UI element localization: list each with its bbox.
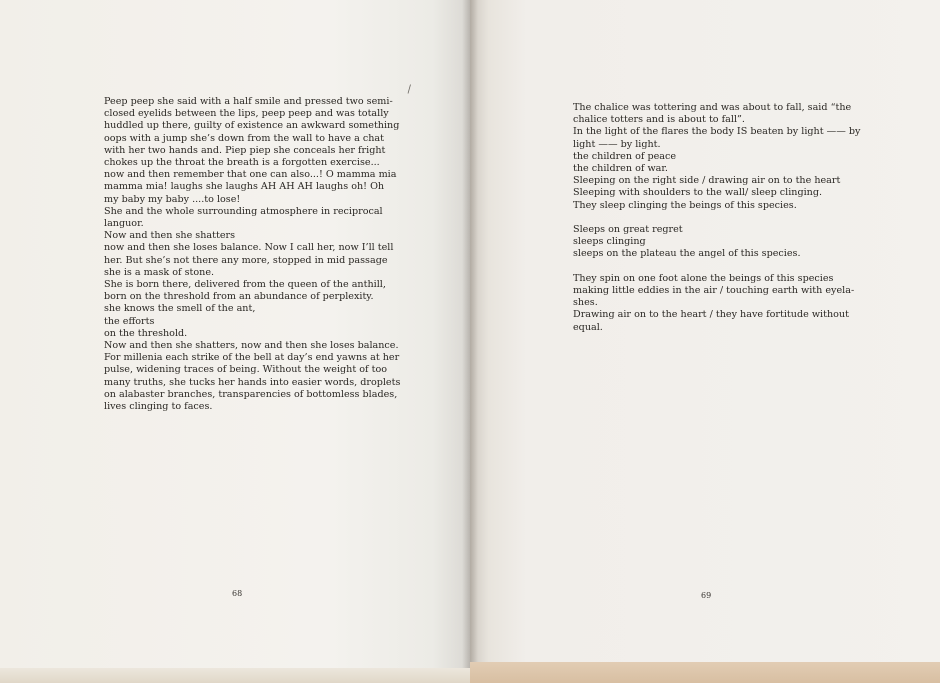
left-page-edge — [0, 668, 470, 683]
text-line: languor. — [104, 218, 144, 230]
text-line: pulse, widening traces of being. Without the weight of too — [104, 364, 388, 376]
text-line: her. But she’s not there any more, stopped in mid passage — [104, 254, 388, 266]
text-line: Sleeps on great regret — [573, 224, 683, 236]
text-line: For millenia each strike of the bell at day’s end yawns at her — [104, 352, 400, 364]
text-line: Now and then she shatters — [104, 230, 236, 242]
text-line: equal. — [573, 321, 603, 333]
text-line: light —— by light. — [573, 138, 661, 150]
text-line: she knows the smell of the ant, — [104, 303, 256, 315]
text-line: the children of war. — [573, 163, 668, 175]
text-line: the children of peace — [573, 150, 677, 162]
book-gutter — [462, 0, 478, 683]
text-line: shes. — [573, 297, 598, 309]
text-line: Sleeping on the right side / drawing air on to the heart — [573, 175, 841, 187]
text-line: They spin on one foot alone the beings of this species — [573, 272, 834, 284]
text-line: on the threshold. — [104, 327, 188, 339]
right-page-edge — [470, 662, 940, 683]
text-line: Sleeping with shoulders to the wall/ sleep clinging. — [573, 187, 823, 199]
text-line: lives clinging to faces. — [104, 401, 213, 413]
text-line: on alabaster branches, transparencies of bottomless blades, — [104, 388, 398, 400]
text-line: chokes up the throat the breath is a forgotten exercise... — [104, 157, 380, 169]
text-line: with her two hands and. Piep piep she conceals her fright — [104, 144, 386, 156]
text-line: many truths, she tucks her hands into easier words, droplets — [104, 376, 401, 388]
text-line: the efforts — [104, 315, 155, 327]
text-line: Now and then she shatters, now and then she loses balance. — [104, 340, 399, 352]
page-number-left: 68 — [232, 589, 243, 598]
left-page-text — [104, 96, 401, 413]
text-line: She and the whole surrounding atmosphere in reciprocal — [104, 205, 383, 217]
text-line: In the light of the flares the body IS beaten by light —— by — [573, 126, 861, 138]
page-number-right: 69 — [701, 591, 712, 600]
text-line: The chalice was tottering and was about to fall, said “the — [573, 102, 852, 113]
text-line: she is a mask of stone. — [104, 266, 215, 278]
text-line: closed eyelids between the lips, peep peep and was totally — [104, 108, 389, 120]
text-line: sleeps on the plateau the angel of this species. — [573, 248, 801, 260]
stanza-break — [573, 212, 833, 224]
text-line: Drawing air on to the heart / they have fortitude without — [573, 309, 849, 321]
text-line: chalice totters and is about to fall”. — [573, 114, 745, 126]
text-line: making little eddies in the air / touching earth with eyela- — [573, 285, 855, 297]
stanza-break — [573, 261, 833, 273]
text-line: Peep peep she said with a half smile and pressed two semi- — [104, 96, 393, 107]
right-page-text — [573, 102, 861, 334]
text-line: born on the threshold from an abundance of perplexity. — [104, 291, 374, 303]
pencil-mark — [406, 84, 412, 94]
text-line: They sleep clinging the beings of this species. — [573, 199, 797, 211]
text-line: my baby my baby ....to lose! — [104, 193, 241, 205]
text-line: sleeps clinging — [573, 236, 646, 248]
text-line: now and then she loses balance. Now I call her, now I’ll tell — [104, 242, 394, 254]
text-line: huddled up there, guilty of existence an awkward something — [104, 120, 400, 132]
text-line: She is born there, delivered from the queen of the anthill, — [104, 279, 386, 291]
text-line: oops with a jump she’s down from the wall to have a chat — [104, 132, 384, 144]
text-line: mamma mia! laughs she laughs AH AH AH laughs oh! Oh — [104, 181, 385, 193]
text-line: now and then remember that one can also...! O mamma mia — [104, 169, 397, 181]
